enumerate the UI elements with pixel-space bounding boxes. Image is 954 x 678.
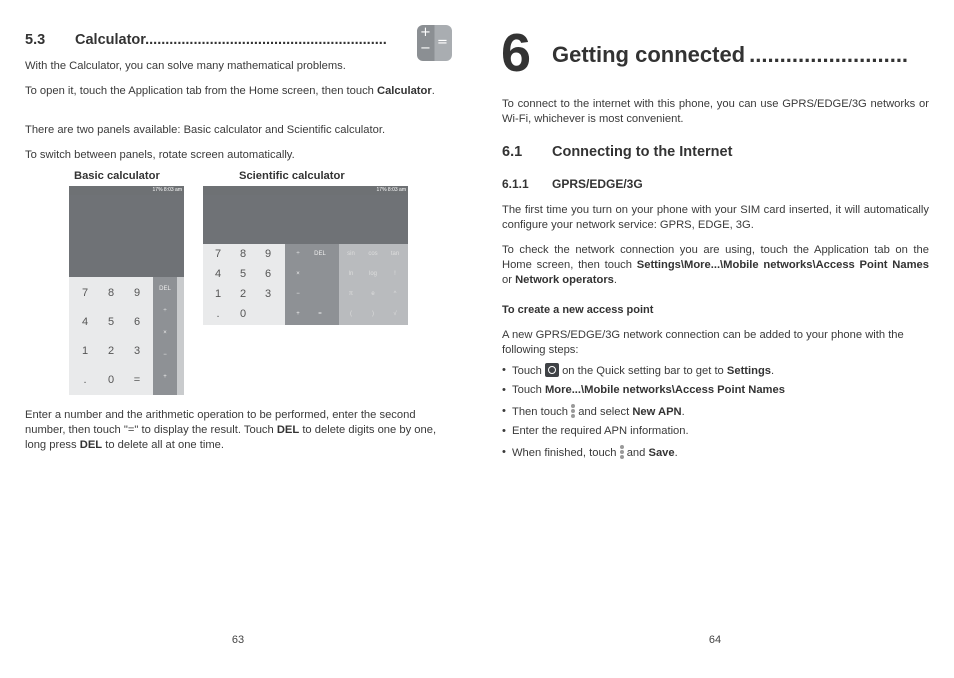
calculator-key: tan xyxy=(390,251,400,257)
calculator-icon: + − = xyxy=(417,25,452,61)
calculator-key: . xyxy=(216,308,220,320)
calculator-key: 7 xyxy=(81,287,89,299)
calculator-key: × xyxy=(163,330,167,336)
page-number: 64 xyxy=(708,634,722,646)
calculator-key: ( xyxy=(350,311,352,317)
calculator-key: 6 xyxy=(264,268,272,280)
chapter-intro: To connect to the internet with this phone, you can use GPRS/EDGE/3G networks or Wi-Fi, whichever is most convenient. xyxy=(502,98,929,125)
calculator-key: cos xyxy=(368,251,378,257)
calc-usage-text: Enter a number and the arithmetic operation to be performed, enter the second number, then touch "=" to display the result. Touch DEL to delete digits one by one, long press DEL to delete all at one time. xyxy=(25,409,437,451)
calculator-key: ÷ xyxy=(296,251,300,257)
panel-edge xyxy=(177,277,184,395)
section-number: 5.3 xyxy=(25,32,46,48)
calculator-key: + xyxy=(296,311,300,317)
calculator-key: 2 xyxy=(107,345,115,357)
calculator-key: 5 xyxy=(239,268,247,280)
scientific-calculator-screenshot xyxy=(203,186,408,325)
create-access-point-heading: To create a new access point xyxy=(502,304,654,316)
section-title: Calculator xyxy=(75,32,146,48)
calculator-key: ) xyxy=(372,311,374,317)
calculator-key: × xyxy=(296,271,300,277)
calculator-key: 3 xyxy=(133,345,141,357)
calculator-key: 6 xyxy=(133,316,141,328)
calculator-display xyxy=(69,195,184,277)
calculator-key: √ xyxy=(393,311,397,317)
calculator-key: ÷ xyxy=(163,308,167,314)
chapter-title: Getting connected .......................... xyxy=(552,42,909,67)
calculator-key: = xyxy=(318,311,322,317)
calculator-key: 7 xyxy=(214,248,222,260)
calculator-key: log xyxy=(368,271,377,277)
calculator-key: 9 xyxy=(264,248,272,260)
calculator-key: DEL xyxy=(159,286,171,292)
calculator-key xyxy=(310,266,330,282)
calculator-key: 4 xyxy=(214,268,222,280)
menu-dots-icon xyxy=(571,404,575,418)
calculator-key: − xyxy=(296,291,300,297)
calculator-key: . xyxy=(83,374,87,386)
calculator-key: − xyxy=(163,352,167,358)
status-time: 17% 8:03 am xyxy=(152,187,182,193)
calc-intro: With the Calculator, you can solve many mathematical problems. xyxy=(25,60,346,72)
calculator-key: e xyxy=(371,291,375,297)
access-point-intro: A new GPRS/EDGE/3G network connection can be added to your phone with the following steps: xyxy=(502,329,904,356)
calculator-key: ln xyxy=(348,271,354,277)
gprs-check-connection-text: To check the network connection you are using, touch the Application tab on the Home screen, then touch Settings\More...\Mobile networks\Access Point Names or Network operators. xyxy=(502,244,929,286)
status-bar xyxy=(69,186,184,195)
calculator-key: 0 xyxy=(239,308,247,320)
calc-switch-text: To switch between panels, rotate screen automatically. xyxy=(25,149,295,161)
calculator-key: 1 xyxy=(214,288,222,300)
section-heading-calculator xyxy=(25,32,387,48)
section-heading-connecting: 6.1 Connecting to the Internet xyxy=(502,144,733,160)
calculator-key: 5 xyxy=(107,316,115,328)
calc-panels-text: There are two panels available: Basic calculator and Scientific calculator. xyxy=(25,124,386,136)
calculator-key: 4 xyxy=(81,316,89,328)
menu-dots-icon xyxy=(620,445,624,459)
calculator-key: sin xyxy=(347,251,355,257)
subsection-heading-gprs: 6.1.1 GPRS/EDGE/3G xyxy=(502,177,643,191)
calculator-key: 3 xyxy=(264,288,272,300)
status-time: 17% 8:03 am xyxy=(376,187,406,193)
chapter-number: 6 xyxy=(501,23,532,83)
calculator-key: + xyxy=(163,374,167,380)
calculator-key: 0 xyxy=(107,374,115,386)
calculator-key: = xyxy=(133,374,141,386)
calculator-key xyxy=(310,286,330,302)
calculator-key: 1 xyxy=(81,345,89,357)
settings-gear-icon xyxy=(545,363,559,377)
calculator-display xyxy=(203,195,408,244)
basic-calculator-screenshot xyxy=(69,186,184,395)
calculator-key: DEL xyxy=(314,251,326,257)
calc-open-instructions: To open it, touch the Application tab from the Home screen, then touch Calculator. xyxy=(25,85,435,97)
status-bar xyxy=(203,186,408,195)
gprs-first-time-text: The first time you turn on your phone with your SIM card inserted, it will automatically configure your network service: GPRS, EDGE, 3G. xyxy=(502,204,929,231)
calculator-key xyxy=(257,306,279,322)
calculator-key: π xyxy=(348,291,354,297)
label-scientific-calculator: Scientific calculator xyxy=(239,170,345,182)
calculator-key: ^ xyxy=(393,291,397,297)
calculator-key: 9 xyxy=(133,287,141,299)
calculator-key: 8 xyxy=(239,248,247,260)
page-number: 63 xyxy=(231,634,245,646)
calculator-key: ! xyxy=(394,271,396,277)
calculator-key: 2 xyxy=(239,288,247,300)
section-leader: ............................................................ xyxy=(145,32,387,48)
label-basic-calculator: Basic calculator xyxy=(74,170,160,182)
calculator-key: 8 xyxy=(107,287,115,299)
